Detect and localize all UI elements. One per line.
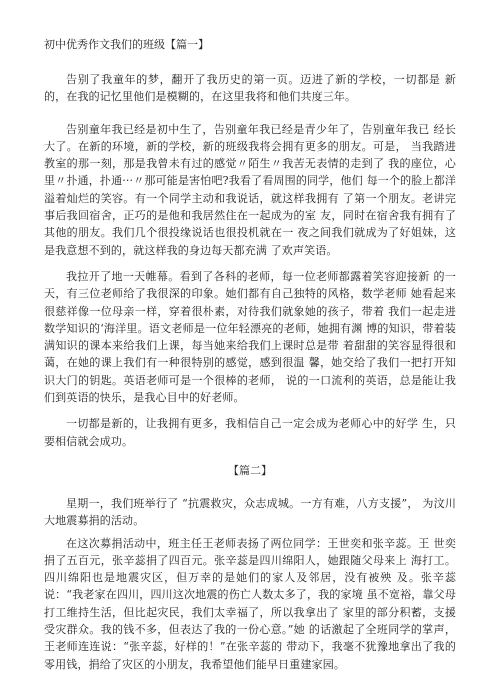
paragraph: 星期一，我们班举行了 “抗震救灾，众志成城。一方有难，八方支援”， 为汶川大地震募捐的活动。 [44, 496, 456, 528]
paragraph: 我拉开了地一天帷幕。看到了各科的老师，每一位老师都露着笑容迎接新 的一天，有三位老师给了我很深的印象。她们都有自己独特的风格，数学老师 她看起来很慈祥像一位母亲一样，穿着很朴素，对待我们就象她的孩子，带着 我们一起走进数学知识的‘海洋里。语文老师是一位年轻漂亮的老师，她拥有渊 博的知识，带着装满知识的课本来给我们上课，每当她来给我们上课时总是带 着甜甜的笑容显得很和蔼，在她的课上我们有一种很特别的感觉，感到很温 馨，她交给了我们一把打开知识大门的钥匙。英语老师可是一个很棒的老师， 说的一口流利的英语，总是能让我们到英语的快乐，是我心目中的好老师。 [44, 269, 456, 405]
paragraph: 告别了我童年的梦，翻开了我历史的第一页。迈进了新的学校，一切都是 新的，在我的记忆里他们是模糊的，在这里我将和他们共度三年。 [44, 73, 456, 104]
paragraph: 一切都是新的，让我拥有更多，我相信自己一定会成为老师心中的好学 生，只要相信就会成功。 [44, 417, 456, 448]
document-title: 初中优秀作文我们的班级【篇一】 [44, 38, 209, 51]
paragraph: 告别童年我已经是初中生了，告别童年我已经是青少年了，告别童年我已 经长大了。在新的环境，新的学校，新的班级我将会拥有更多的朋友。可是， 当我踏进教室的那一刻，那是我曾未有过的感觉〃陌生〃我苦无表情的走到了 我的座位，心里〃扑通，扑通···〃那可能是害怕吧?我看了看周围的同学，他们 每一个的脸上都洋溢着灿烂的笑容。有一个同学主动和我说话，就这样我拥有 了第一个朋友。老讲完事后我回宿舍，正巧的是他和我居然住在一起成为的室 友，同时在宿舍我有拥有了其他的朋友。我们几个很投缘说话也很投机就在一 夜之间我们就成为了好姐妹，这是我意想不到的，就这样我的身边每天都充满 了欢声笑语。 [44, 122, 456, 257]
paragraph: 在这次募捐活动中，班主任王老师表扬了两位同学：王世奕和张辛蕊。王 世奕捐了五百元，张辛蕊捐了四百元。张辛蕊是四川绵阳人，她跟随父母来上 海打工。四川绵阳也是地震灾区，但万幸的是她们的家人及邻居，没有被殃 及。张辛蕊说：“我老家在四川，四川这次地震的伤亡人数太多了，我的家境 虽不宽裕，靠父母打工维持生活，但比起灾民，我们太幸福了，所以我拿出了 家里的部分积蓄，支援受灾群众。我的钱不多，但表达了我的一份心意。”她 的话激起了全班同学的掌声，王老师连连说：“张辛蕊，好样的！”在张辛蕊的 带动下，我毫不犹豫地拿出了我的零用钱，捐给了灾区的小朋友，我希望他们能早日重建家园。 [44, 536, 456, 671]
section-heading: 【篇二】 [228, 463, 272, 477]
